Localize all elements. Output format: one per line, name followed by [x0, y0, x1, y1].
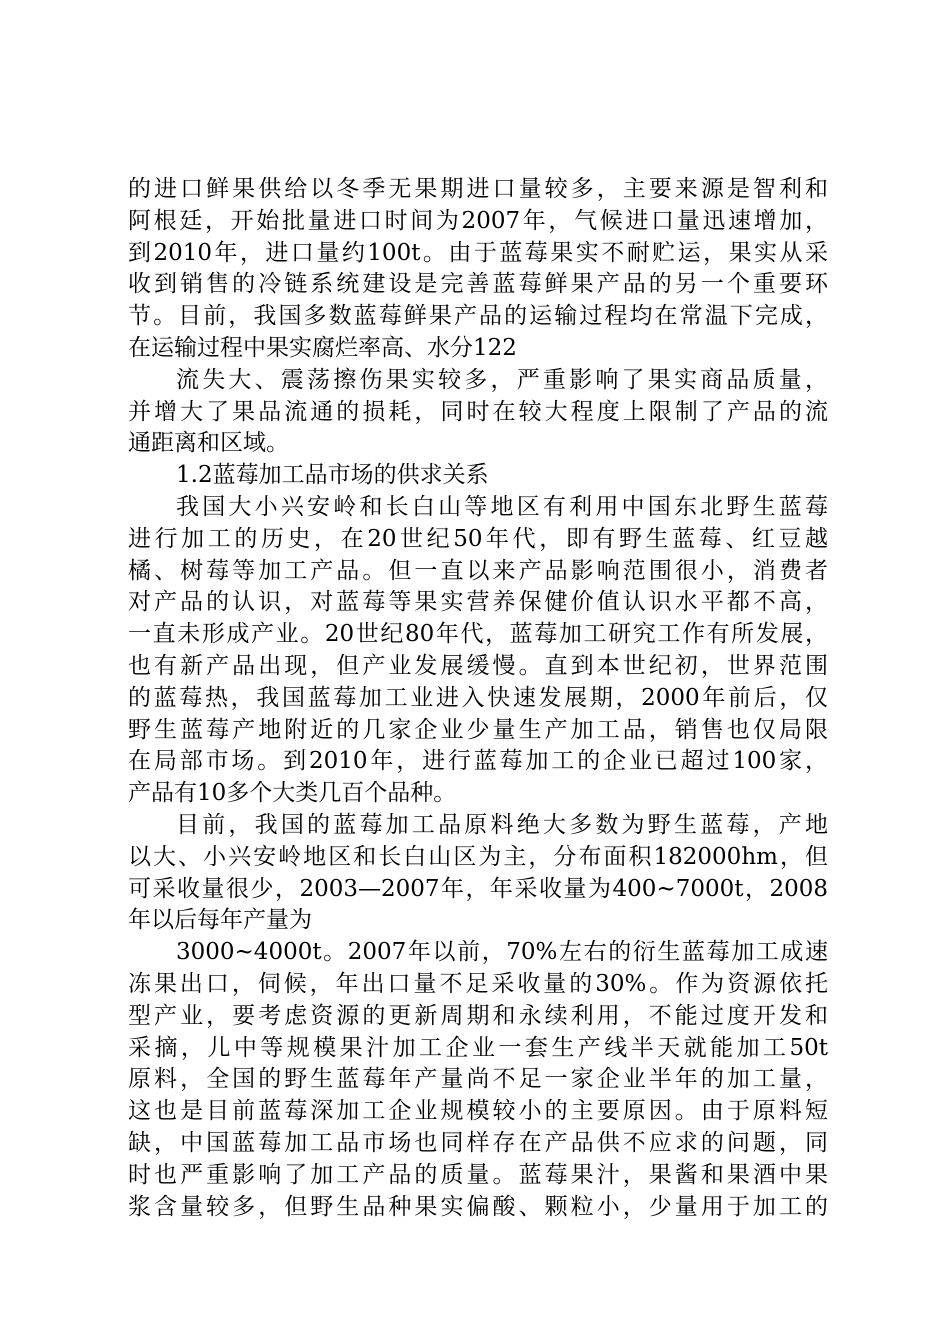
- text-line: 一直未形成产业。20世纪80年代，蓝莓加工研究工作有所发展，: [128, 621, 828, 648]
- text-line: 可采收量很少，2003—2007年，年采收量为400~7000t，2008: [128, 875, 828, 902]
- text-line: 采摘，儿中等规模果汁加工企业一套生产线半天就能加工50t: [128, 1034, 828, 1061]
- text-line: 也有新产品出现，但产业发展缓慢。直到本世纪初，世界范围: [128, 652, 828, 679]
- text-line: 的进口鲜果供给以冬季无果期进口量较多，主要来源是智利和: [128, 176, 828, 202]
- text-line: 目前，我国的蓝莓加工品原料绝大多数为野生蓝莓，产地: [176, 811, 828, 838]
- text-line: 在局部市场。到2010年，进行蓝莓加工的企业已超过100家，: [128, 748, 828, 775]
- text-line: 进行加工的历史，在20世纪50年代，即有野生蓝莓、红豆越: [128, 525, 828, 552]
- text-line: 橘、树莓等加工产品。但一直以来产品影响范围很小，消费者: [128, 557, 828, 584]
- text-line: 在运输过程中果实腐烂率高、水分122: [128, 334, 517, 361]
- text-line: 收到销售的冷链系统建设是完善蓝莓鲜果产品的另一个重要环: [128, 271, 828, 298]
- text-line: 通距离和区域。: [128, 430, 289, 457]
- text-line: 浆含量较多，但野生品种果实偏酸、颗粒小，少量用于加工的: [128, 1193, 828, 1220]
- text-line: 缺，中国蓝莓加工品市场也同样存在产品供不应求的问题，同: [128, 1129, 828, 1156]
- text-line: 野生蓝莓产地附近的几家企业少量生产加工品，销售也仅局限: [128, 716, 828, 743]
- text-line: 型产业，要考虑资源的更新周期和永续利用，不能过度开发和: [128, 1002, 828, 1029]
- text-line: 这也是目前蓝莓深加工企业规模较小的主要原因。由于原料短: [128, 1098, 828, 1125]
- text-line: 对产品的认识，对蓝莓等果实营养保健价值认识水平都不高，: [128, 589, 828, 616]
- text-line: 3000~4000t。2007年以前，70%左右的衍生蓝莓加工成速: [176, 939, 828, 966]
- text-line: 阿根廷，开始批量进口时间为2007年，气候进口量迅速增加，: [128, 207, 828, 234]
- text-line: 时也严重影响了加工产品的质量。蓝莓果汁，果酱和果酒中果: [128, 1161, 828, 1188]
- text-line: 流失大、震荡擦伤果实较多，严重影响了果实商品质量，: [176, 366, 828, 393]
- text-line: 冻果出口，伺候，年出口量不足采收量的30%。作为资源依托: [128, 970, 828, 997]
- text-line: 并增大了果品流通的损耗，同时在较大程度上限制了产品的流: [128, 398, 828, 425]
- text-line: 的蓝莓热，我国蓝莓加工业进入快速发展期，2000年前后，仅: [128, 684, 828, 711]
- text-line: 我国大小兴安岭和长白山等地区有利用中国东北野生蓝莓: [176, 493, 828, 520]
- text-line: 年以后每年产量为: [128, 907, 312, 934]
- text-line: 以大、小兴安岭地区和长白山区为主，分布面积182000hm，但: [128, 843, 828, 870]
- body-text: [128, 174, 828, 1223]
- section-heading: 1.2蓝莓加工品市场的供求关系: [176, 462, 489, 489]
- text-line: 产品有10多个大类几百个品种。: [128, 780, 457, 807]
- text-line: 节。目前，我国多数蓝莓鲜果产品的运输过程均在常温下完成，: [128, 303, 828, 330]
- text-line: 原料，全国的野生蓝莓年产量尚不足一家企业半年的加工量，: [128, 1066, 828, 1093]
- text-line: 到2010年，进口量约100t。由于蓝莓果实不耐贮运，果实从采: [128, 239, 828, 266]
